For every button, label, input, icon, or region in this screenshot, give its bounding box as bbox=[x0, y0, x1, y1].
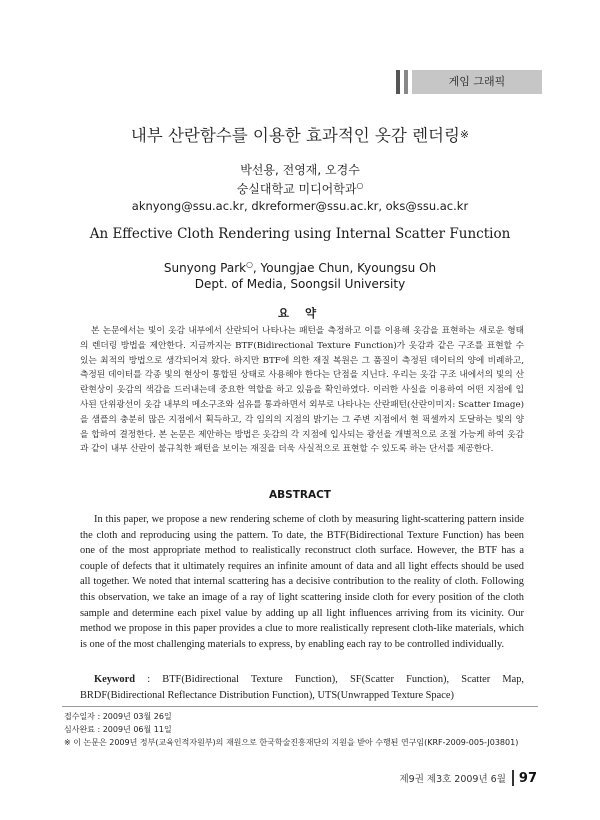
author-emails: aknyong@ssu.ac.kr, dkreformer@ssu.ac.kr, oks@ssu.ac.kr bbox=[131, 199, 469, 213]
coauthors-en: , Youngjae Chun, Kyoungsu Oh bbox=[252, 261, 437, 275]
corresponding-mark: ○ bbox=[356, 181, 364, 190]
page-folio bbox=[399, 770, 537, 786]
paper-title-en: An Effective Cloth Rendering using Internal Scatter Function bbox=[89, 226, 511, 242]
accepted-date: 심사완료 : 2009년 06월 11일 bbox=[64, 725, 172, 734]
section-tag-bar bbox=[396, 70, 400, 94]
authors-en bbox=[0, 260, 600, 275]
folio-separator bbox=[512, 770, 514, 786]
affiliation-ko bbox=[0, 180, 600, 197]
affiliation-ko-text: 숭실대학교 미디어학과 bbox=[236, 182, 357, 196]
footnotes bbox=[64, 710, 544, 749]
page-number: 97 bbox=[518, 770, 537, 786]
abstract-en-heading: ABSTRACT bbox=[269, 489, 331, 501]
title-funding-mark: ※ bbox=[459, 128, 470, 141]
abstract-en-body: In this paper, we propose a new rendering scheme of cloth by measuring light-scattering pattern inside the cloth and reproducing using the pattern. To date, the BTF(Bidirectional Texture Function) has been one of the most appropriate method to realistically reconstruct cloth surface. However, the BTF has a couple of defects that it ultimately requires an infinite amount of data and all light effects should be used all together. We noted that internal scattering has a decisive contribution to the reality of cloth. Following this observation, we take an image of a ray of light scattering inside cloth for every position of the cloth sample and determine each pixel value by adding up all light influences arriving from its vicinity. Our method we propose in this paper provides a clue to more realistically represent cloth-like materials, which is one of the most challenging materials to express, by enabling each ray to be controlled individually. bbox=[80, 514, 524, 650]
first-author-en: Sunyong Park bbox=[163, 261, 247, 275]
abstract-ko-body: 본 논문에서는 빛이 옷감 내부에서 산란되어 나타나는 패턴을 측정하고 이를 이용해 옷감을 표현하는 새로운 형태의 렌더링 방법을 제안한다. 지금까지는 BTF(Bidirectional Texture Function)가 옷감과 같은 구조를 표현할 수 있는 최적의 방법으로 생각되어져 왔다. 하지만 BTF에 의한 재질 복원은 그 품질이 측정된 데이터의 양에 비례하고, 측정된 데이터를 각종 빛의 현상이 통합된 상태로 사용해야 한다는 단점을 지닌다. 우리는 옷감 구조 내에서의 빛의 산란현상이 옷감의 색감을 드러내는데 중요한 역할을 하고 있음을 확인하였다. 이러한 사실을 이용하여 어떤 지점에 입사된 단위광선이 옷감 내부의 메소구조와 섬유를 통과하면서 외부로 나타나는 산란패턴(산란이미지: Scatter Image)을 샘플의 충분히 많은 지점에서 획득하고, 각 임의의 지점의 밝기는 그 주변 지점에서 현 픽셀까지 도달하는 빛의 양을 합하여 결정한다. 본 논문은 제안하는 방법은 옷감의 각 지점에 입사되는 광선을 개별적으로 조절 가능케 하여 옷감과 같이 내부 산란이 불규칙한 패턴을 보이는 재질을 더욱 사실적으로 표현할 수 있도록 하는 단서를 제공한다. bbox=[80, 326, 524, 455]
keywords-text: : BTF(Bidirectional Texture Function), SF(Scatter Function), Scatter Map, BRDF(Bidirectional Reflectance Distribution Function), UTS(Unwrapped Texture Space) bbox=[80, 674, 524, 701]
authors-ko bbox=[0, 161, 600, 178]
affiliation-en: Dept. of Media, Soongsil University bbox=[194, 277, 406, 291]
section-tag bbox=[396, 70, 542, 94]
keywords bbox=[80, 672, 524, 703]
received-date: 접수일자 : 2009년 03월 26일 bbox=[64, 712, 172, 721]
corresponding-mark: ○ bbox=[246, 260, 253, 269]
funding-note: ※ 이 논문은 2009년 정부(교육인적자원부)의 재원으로 한국학술진흥재단의 지원을 받아 수행된 연구임(KRF-2009-005-J03801) bbox=[64, 738, 519, 747]
issue-info: 제9권 제3호 2009년 6월 bbox=[399, 774, 506, 785]
authors-ko-text: 박선용, 전영재, 오경수 bbox=[240, 163, 360, 177]
section-label: 게임 그래픽 bbox=[412, 70, 542, 94]
keywords-label: Keyword bbox=[94, 674, 135, 685]
abstract-ko-heading: 요 약 bbox=[277, 306, 323, 320]
section-tag-bar bbox=[404, 70, 408, 94]
title-ko-text: 내부 산란함수를 이용한 효과적인 옷감 렌더링 bbox=[130, 126, 460, 145]
paper-title-ko bbox=[0, 122, 600, 146]
footnote-divider bbox=[62, 706, 538, 707]
